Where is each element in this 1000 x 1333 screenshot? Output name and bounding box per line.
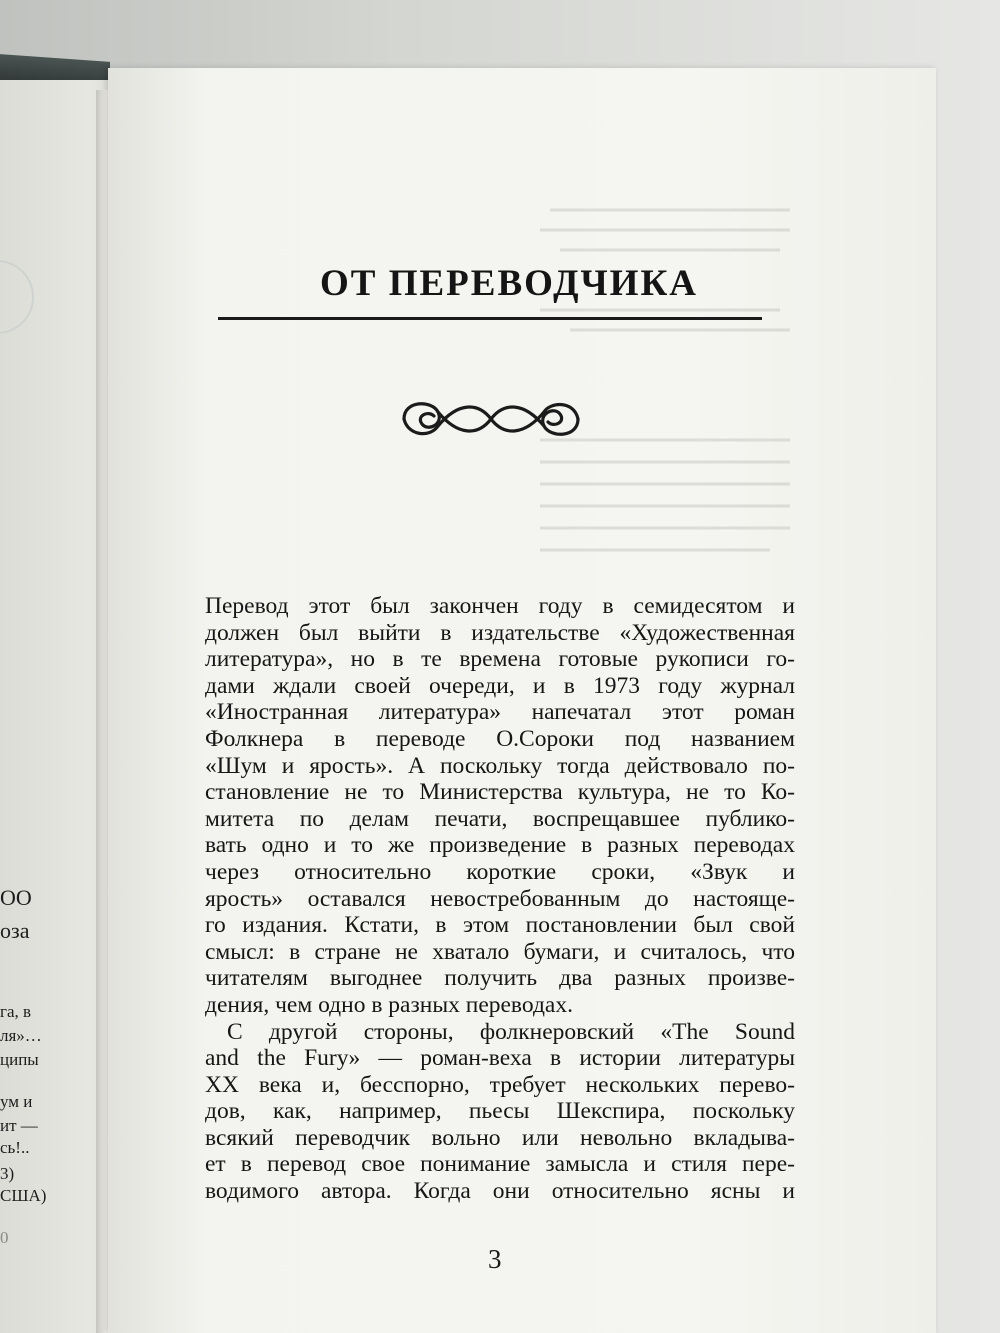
text-line: XX века и, бесспорно, требует нескольких перево-: [205, 1071, 795, 1098]
left-page-fragment: ля»…: [0, 1026, 42, 1045]
text-line: «Шум и ярость». А поскольку тогда действовало по-: [205, 752, 795, 779]
title-underline: [218, 317, 762, 320]
chapter-title: ОТ ПЕРЕВОДЧИКА: [320, 263, 699, 304]
left-page-fragment: ит —: [0, 1116, 38, 1135]
text-line: смысл: в стране не хватало бумаги, и считалось, что: [205, 938, 795, 965]
left-page-fragment: сь!..: [0, 1138, 30, 1157]
text-line: литература», но в те времена готовые рукописи го-: [205, 646, 795, 673]
text-line: С другой стороны, фолкнеровский «The Sound: [227, 1018, 795, 1045]
page-number: 3: [488, 1244, 502, 1274]
left-page-fragment: США): [0, 1186, 47, 1205]
text-line: вать одно и то же произведение в разных переводах: [205, 832, 795, 859]
text-line: водимого автора. Когда они относительно ясны и: [205, 1178, 795, 1205]
text-line: ет в перевод свое понимание замысла и стиля пере-: [205, 1151, 795, 1178]
left-page-fragment: ОО: [0, 885, 32, 910]
left-page-fragment: ципы: [0, 1050, 39, 1069]
text-line: должен был выйти в издательстве «Художественная: [205, 619, 795, 646]
text-line: через относительно короткие сроки, «Звук и: [205, 858, 795, 885]
text-line: дов, как, например, пьесы Шекспира, поскольку: [205, 1098, 795, 1125]
left-page-fragment: 0: [0, 1228, 9, 1247]
text-line: дения, чем одно в разных переводах.: [205, 991, 573, 1018]
text-line: and the Fury» — роман-веха в истории литературы: [205, 1045, 795, 1072]
left-page-fragment: ум и: [0, 1092, 33, 1111]
left-page-fragment: 3): [0, 1164, 15, 1183]
text-line: го издания. Кстати, в этом постановлении был свой: [205, 912, 795, 939]
body-text: [205, 593, 795, 1205]
left-page-fragment: оза: [0, 918, 30, 943]
text-line: Фолкнера в переводе О.Сороки под названием: [205, 725, 795, 752]
text-line: митета по делам печати, воспрещавшее публико-: [205, 805, 795, 832]
text-line: читателям выгоднее получить два разных произве-: [205, 965, 795, 992]
text-line: становление не то Министерства культура, не то Ко-: [205, 779, 795, 806]
text-line: «Иностранная литература» напечатал этот роман: [205, 699, 795, 726]
text-line: всякий переводчик вольно или невольно вкладыва-: [205, 1124, 795, 1151]
faint-stamp-mark: [0, 260, 34, 334]
text-line: ярость» оставался невостребованным до настояще-: [205, 885, 795, 912]
text-line: дами ждали своей очереди, и в 1973 году журнал: [205, 672, 795, 699]
text-line: Перевод этот был закончен году в семидесятом и: [205, 593, 795, 619]
left-page-fragment: га, в: [0, 1002, 32, 1021]
flourish-ornament-icon: [398, 390, 584, 448]
